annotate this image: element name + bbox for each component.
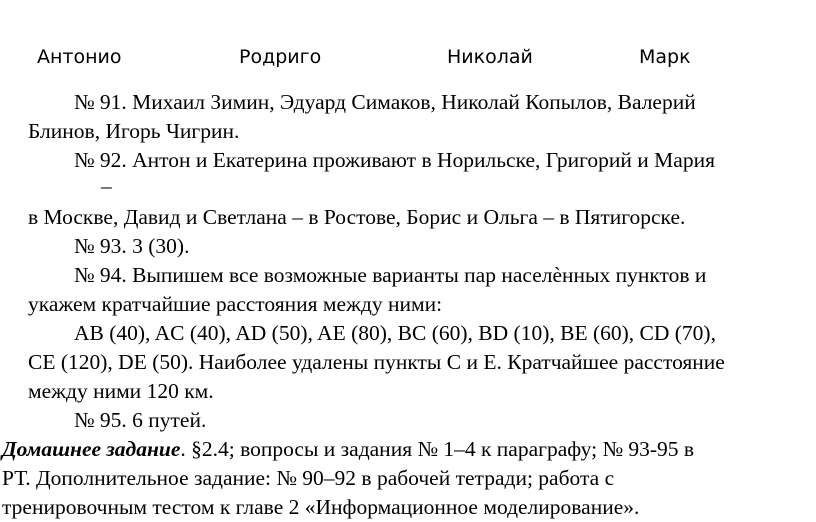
name-antonio: Антонио xyxy=(37,46,122,68)
stray-dash: – xyxy=(101,174,112,198)
answer-91-line-2: Блинов, Игорь Чигрин. xyxy=(28,119,240,143)
answer-94-line-3: AB (40), AC (40), AD (50), AE (80), BC (60), BD (10), BE (60), CD (70), xyxy=(74,321,716,345)
answer-91-line-1: № 91. Михаил Зимин, Эдуард Симаков, Николай Копылов, Валерий xyxy=(74,90,696,114)
name-nikolai: Николай xyxy=(447,46,533,68)
answer-94-line-1: № 94. Выпишем все возможные варианты пар населѐнных пунктов и xyxy=(74,263,707,287)
homework-line-1 xyxy=(2,435,694,464)
name-rodrigo: Родриго xyxy=(239,46,322,68)
answer-92-line-2: в Москве, Давид и Светлана – в Ростове, Борис и Ольга – в Пятигорске. xyxy=(28,205,686,229)
answer-93: № 93. 3 (30). xyxy=(74,234,190,258)
answer-94-line-2: укажем кратчайшие расстояния между ними: xyxy=(28,292,443,316)
answer-92-line-1: № 92. Антон и Екатерина проживают в Норильске, Григорий и Мария xyxy=(74,148,715,172)
answer-94-line-5: между ними 120 км. xyxy=(28,379,214,403)
name-mark: Марк xyxy=(639,46,691,68)
homework-line-2: РТ. Дополнительное задание: № 90–92 в рабочей тетради; работа с xyxy=(2,466,615,490)
homework-text-1: . §2.4; вопросы и задания № 1–4 к параграфу; № 93-95 в xyxy=(180,437,695,461)
answer-95: № 95. 6 путей. xyxy=(74,408,207,432)
answer-94-line-4: CE (120), DE (50). Наиболее удалены пункты С и Е. Кратчайшее расстояние xyxy=(28,350,725,374)
homework-line-3: тренировочным тестом к главе 2 «Информационное моделирование». xyxy=(2,495,640,519)
homework-label: Домашнее задание xyxy=(2,437,181,461)
names-row xyxy=(0,46,816,76)
